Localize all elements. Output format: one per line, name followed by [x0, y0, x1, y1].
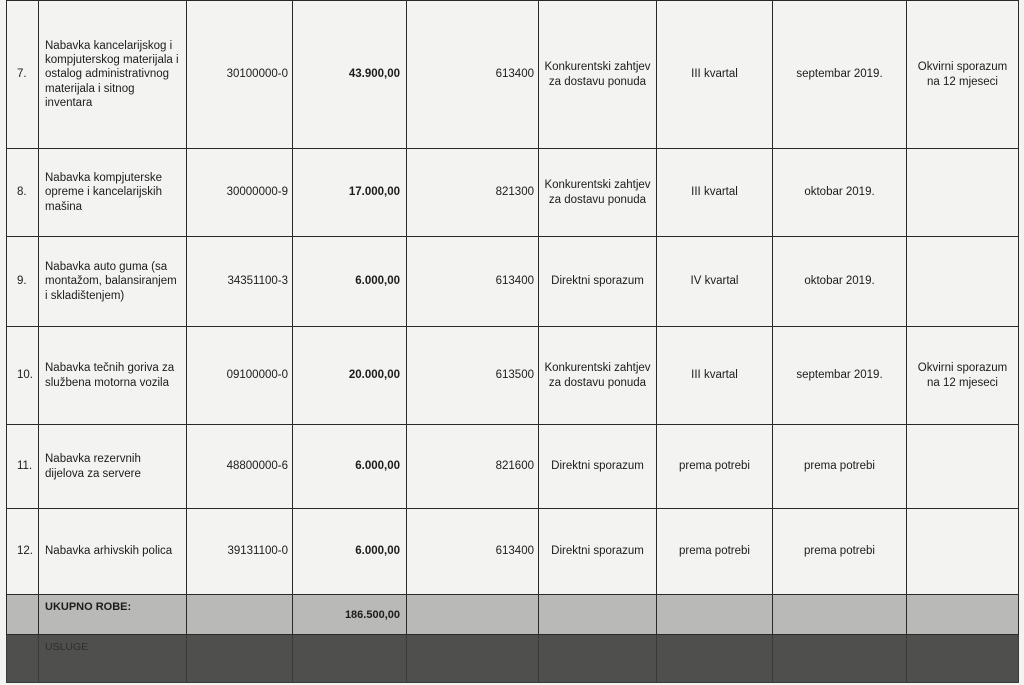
budget-code: 613500	[407, 327, 539, 425]
planned-period: III kvartal	[657, 327, 773, 425]
item-name: Nabavka kancelarijskog i kompjuterskog materijala i ostalog administrativnog materijala i sitnog inventara	[39, 1, 187, 149]
planned-date: septembar 2019.	[773, 1, 907, 149]
cpv-code: 30000000-9	[187, 149, 293, 237]
estimated-value: 6.000,00	[293, 509, 407, 595]
row-number: 8.	[7, 149, 39, 237]
estimated-value: 6.000,00	[293, 425, 407, 509]
section-header-row	[7, 635, 1019, 683]
item-name: Nabavka tečnih goriva za službena motorna vozila	[39, 327, 187, 425]
planned-date: oktobar 2019.	[773, 149, 907, 237]
budget-code: 821300	[407, 149, 539, 237]
procedure-type: Konkurentski zahtjev za dostavu ponuda	[539, 327, 657, 425]
budget-code: 613400	[407, 1, 539, 149]
total-value: 186.500,00	[293, 595, 407, 635]
row-number: 12.	[7, 509, 39, 595]
table-row	[7, 509, 1019, 595]
item-name: Nabavka kompjuterske opreme i kancelarijskih mašina	[39, 149, 187, 237]
procedure-type: Direktni sporazum	[539, 237, 657, 327]
table-row	[7, 327, 1019, 425]
total-cpv	[187, 595, 293, 635]
row-number: 7.	[7, 1, 39, 149]
row-number: 10.	[7, 327, 39, 425]
cpv-code: 39131100-0	[187, 509, 293, 595]
table-row	[7, 237, 1019, 327]
item-name: Nabavka rezervnih dijelova za servere	[39, 425, 187, 509]
budget-code: 821600	[407, 425, 539, 509]
cpv-code: 34351100-3	[187, 237, 293, 327]
cpv-code: 09100000-0	[187, 327, 293, 425]
planned-period: III kvartal	[657, 149, 773, 237]
procedure-type: Konkurentski zahtjev za dostavu ponuda	[539, 1, 657, 149]
procedure-type: Direktni sporazum	[539, 425, 657, 509]
note	[907, 425, 1019, 509]
item-name: Nabavka auto guma (sa montažom, balansiranjem i skladištenjem)	[39, 237, 187, 327]
estimated-value: 20.000,00	[293, 327, 407, 425]
item-name: Nabavka arhivskih polica	[39, 509, 187, 595]
cpv-code: 30100000-0	[187, 1, 293, 149]
total-row-number	[7, 595, 39, 635]
planned-period: IV kvartal	[657, 237, 773, 327]
section-label: USLUGE	[39, 635, 187, 683]
row-number: 9.	[7, 237, 39, 327]
procurement-plan-table	[6, 0, 1019, 683]
planned-period: prema potrebi	[657, 425, 773, 509]
note	[907, 237, 1019, 327]
table-row	[7, 1, 1019, 149]
table-row	[7, 149, 1019, 237]
total-label: UKUPNO ROBE:	[39, 595, 187, 635]
budget-code: 613400	[407, 509, 539, 595]
planned-period: III kvartal	[657, 1, 773, 149]
table-row	[7, 425, 1019, 509]
procedure-type: Direktni sporazum	[539, 509, 657, 595]
note: Okvirni sporazum na 12 mjeseci	[907, 327, 1019, 425]
note	[907, 509, 1019, 595]
estimated-value: 43.900,00	[293, 1, 407, 149]
planned-date: septembar 2019.	[773, 327, 907, 425]
budget-code: 613400	[407, 237, 539, 327]
planned-period: prema potrebi	[657, 509, 773, 595]
procedure-type: Konkurentski zahtjev za dostavu ponuda	[539, 149, 657, 237]
note: Okvirni sporazum na 12 mjeseci	[907, 1, 1019, 149]
note	[907, 149, 1019, 237]
estimated-value: 6.000,00	[293, 237, 407, 327]
planned-date: prema potrebi	[773, 425, 907, 509]
row-number: 11.	[7, 425, 39, 509]
estimated-value: 17.000,00	[293, 149, 407, 237]
cpv-code: 48800000-6	[187, 425, 293, 509]
planned-date: oktobar 2019.	[773, 237, 907, 327]
total-row	[7, 595, 1019, 635]
planned-date: prema potrebi	[773, 509, 907, 595]
